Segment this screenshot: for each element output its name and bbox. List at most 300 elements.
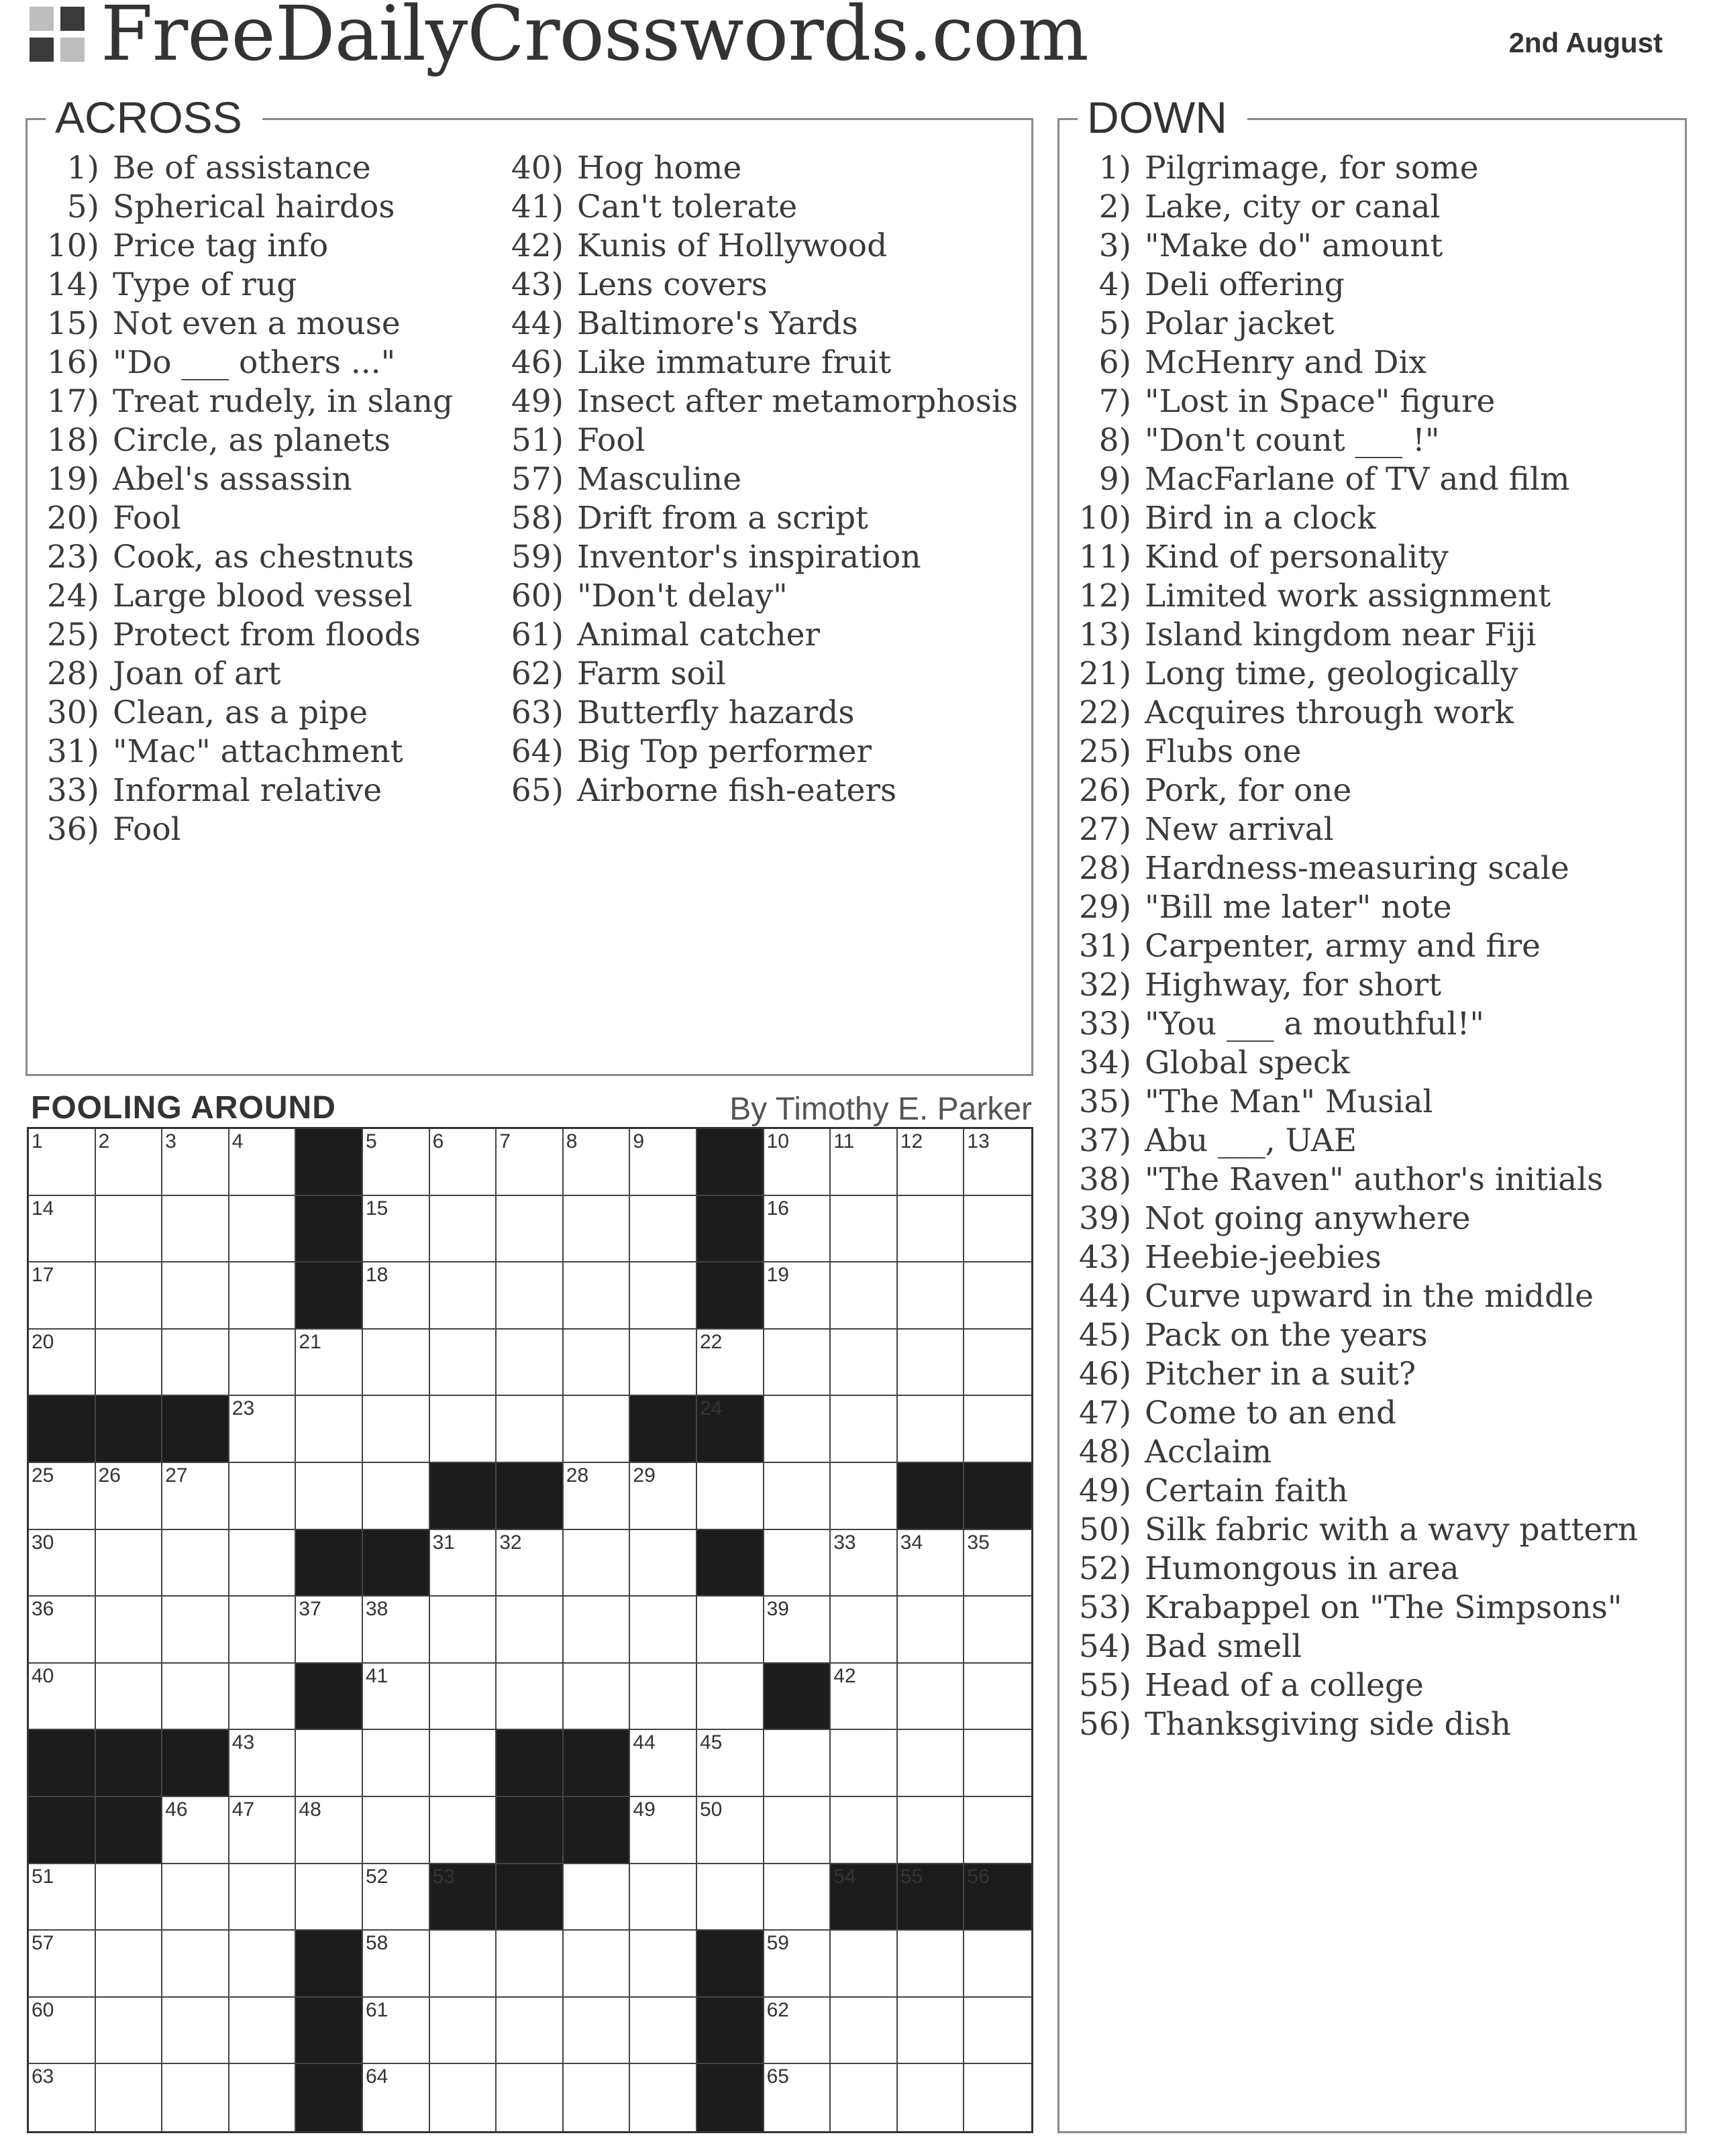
down-clue[interactable] bbox=[1079, 343, 1638, 382]
grid-cell[interactable] bbox=[697, 1797, 764, 1864]
across-clue[interactable] bbox=[32, 771, 453, 810]
grid-cell[interactable] bbox=[898, 1797, 965, 1864]
grid-cell[interactable] bbox=[564, 2064, 631, 2131]
grid-block bbox=[96, 1396, 163, 1463]
clue-number: 23) bbox=[46, 539, 99, 576]
grid-cell[interactable] bbox=[964, 1597, 1031, 1664]
across-clue[interactable] bbox=[510, 266, 1018, 305]
down-clue[interactable] bbox=[1079, 655, 1638, 694]
down-clue[interactable] bbox=[1079, 1044, 1638, 1083]
down-clue[interactable] bbox=[1079, 1588, 1638, 1627]
grid-cell[interactable] bbox=[96, 1196, 163, 1263]
grid-cell[interactable] bbox=[497, 1196, 564, 1263]
clue-number: 27) bbox=[1079, 811, 1132, 848]
down-clue[interactable] bbox=[1079, 227, 1638, 266]
grid-cell[interactable] bbox=[229, 1998, 297, 2065]
clue-number: 28) bbox=[1079, 850, 1132, 887]
grid-cell[interactable] bbox=[229, 1330, 297, 1397]
cell-number: 12 bbox=[900, 1130, 923, 1152]
grid-cell[interactable] bbox=[363, 1463, 430, 1530]
grid-cell[interactable] bbox=[29, 1597, 96, 1664]
grid-cell[interactable] bbox=[162, 1931, 229, 1998]
down-clue[interactable] bbox=[1079, 966, 1638, 1005]
clue-text: Kind of personality bbox=[1145, 539, 1449, 576]
grid-cell[interactable] bbox=[564, 1597, 631, 1664]
across-clue[interactable] bbox=[32, 694, 453, 733]
grid-cell[interactable] bbox=[964, 1530, 1031, 1597]
grid-cell[interactable] bbox=[162, 1262, 229, 1330]
grid-cell[interactable] bbox=[430, 1196, 497, 1263]
grid-cell[interactable] bbox=[898, 2064, 965, 2131]
clue-number: 61) bbox=[511, 616, 564, 653]
down-clue[interactable] bbox=[1079, 1627, 1638, 1666]
down-clue[interactable] bbox=[1079, 1394, 1638, 1433]
grid-cell[interactable] bbox=[898, 1530, 965, 1597]
cell-number: 9 bbox=[633, 1130, 645, 1152]
down-clue[interactable] bbox=[1079, 538, 1638, 577]
grid-cell[interactable] bbox=[363, 1396, 430, 1463]
grid-cell[interactable] bbox=[162, 1797, 229, 1864]
grid-cell[interactable] bbox=[296, 1730, 363, 1797]
grid-cell[interactable] bbox=[630, 1597, 697, 1664]
grid-cell[interactable] bbox=[497, 1664, 564, 1731]
down-clue[interactable] bbox=[1079, 421, 1638, 460]
grid-cell[interactable] bbox=[162, 1129, 229, 1196]
grid-cell[interactable] bbox=[363, 1330, 430, 1397]
down-clue[interactable] bbox=[1079, 849, 1638, 888]
grid-cell[interactable] bbox=[296, 1463, 363, 1530]
down-clue[interactable] bbox=[1079, 733, 1638, 771]
grid-cell[interactable] bbox=[229, 1597, 297, 1664]
grid-cell[interactable] bbox=[497, 1998, 564, 2065]
grid-cell[interactable] bbox=[162, 1330, 229, 1397]
grid-cell[interactable] bbox=[96, 1931, 163, 1998]
across-clue[interactable] bbox=[510, 460, 1018, 499]
down-clue[interactable] bbox=[1079, 1238, 1638, 1277]
grid-cell[interactable] bbox=[964, 1931, 1031, 1998]
down-clue[interactable] bbox=[1079, 460, 1638, 499]
grid-cell[interactable] bbox=[564, 1463, 631, 1530]
clue-number: 64) bbox=[511, 733, 564, 770]
across-clue[interactable] bbox=[32, 655, 453, 694]
grid-cell[interactable] bbox=[29, 2064, 96, 2131]
grid-cell[interactable] bbox=[630, 1129, 697, 1196]
grid-cell[interactable] bbox=[363, 1864, 430, 1931]
grid-cell[interactable] bbox=[430, 1262, 497, 1330]
grid-cell[interactable] bbox=[162, 2064, 229, 2131]
grid-cell[interactable] bbox=[162, 1597, 229, 1664]
grid-cell[interactable] bbox=[29, 1129, 96, 1196]
across-clue[interactable] bbox=[32, 577, 453, 616]
down-clue[interactable] bbox=[1079, 1277, 1638, 1316]
grid-cell[interactable] bbox=[497, 1129, 564, 1196]
grid-cell[interactable] bbox=[430, 2064, 497, 2131]
down-clue[interactable] bbox=[1079, 616, 1638, 655]
grid-cell[interactable] bbox=[697, 1864, 764, 1931]
grid-cell[interactable] bbox=[630, 1463, 697, 1530]
cell-number: 42 bbox=[833, 1664, 856, 1687]
grid-cell[interactable] bbox=[430, 1730, 497, 1797]
grid-cell[interactable] bbox=[229, 1463, 297, 1530]
grid-cell[interactable] bbox=[831, 1530, 898, 1597]
across-clue[interactable] bbox=[32, 188, 453, 227]
across-clue[interactable] bbox=[32, 149, 453, 188]
grid-cell[interactable] bbox=[96, 1330, 163, 1397]
across-clue[interactable] bbox=[510, 149, 1018, 188]
grid-cell[interactable] bbox=[296, 1330, 363, 1397]
grid-cell[interactable] bbox=[964, 1330, 1031, 1397]
grid-cell[interactable] bbox=[964, 2064, 1031, 2131]
grid-cell[interactable] bbox=[96, 1530, 163, 1597]
cell-number: 58 bbox=[365, 1932, 388, 1955]
grid-cell[interactable] bbox=[764, 1196, 831, 1263]
clue-text: Farm soil bbox=[577, 655, 726, 692]
grid-cell[interactable] bbox=[630, 1330, 697, 1397]
across-clue[interactable] bbox=[32, 538, 453, 577]
grid-cell[interactable] bbox=[29, 1931, 96, 1998]
grid-cell[interactable] bbox=[630, 2064, 697, 2131]
grid-cell[interactable] bbox=[430, 1664, 497, 1731]
clue-text: Lens covers bbox=[577, 266, 768, 303]
grid-cell[interactable] bbox=[831, 1330, 898, 1397]
across-clue[interactable] bbox=[32, 305, 453, 343]
grid-cell[interactable] bbox=[831, 1262, 898, 1330]
grid-cell[interactable] bbox=[764, 1530, 831, 1597]
grid-cell[interactable] bbox=[29, 1196, 96, 1263]
grid-cell[interactable] bbox=[764, 1129, 831, 1196]
header bbox=[0, 0, 1711, 87]
grid-cell[interactable] bbox=[564, 1864, 631, 1931]
across-clue[interactable] bbox=[32, 810, 453, 849]
grid-cell[interactable] bbox=[29, 1463, 96, 1530]
grid-cell[interactable] bbox=[831, 1396, 898, 1463]
grid-cell[interactable] bbox=[430, 1797, 497, 1864]
grid-cell[interactable] bbox=[831, 1463, 898, 1530]
down-heading: DOWN bbox=[1078, 95, 1247, 140]
grid-cell[interactable] bbox=[831, 1998, 898, 2065]
grid-cell[interactable] bbox=[96, 1463, 163, 1530]
grid-cell[interactable] bbox=[964, 1196, 1031, 1263]
grid-block bbox=[296, 1129, 363, 1196]
grid-cell[interactable] bbox=[497, 1396, 564, 1463]
grid-cell[interactable] bbox=[363, 1797, 430, 1864]
grid-cell[interactable] bbox=[831, 1931, 898, 1998]
down-clue[interactable] bbox=[1079, 1005, 1638, 1044]
grid-cell[interactable] bbox=[497, 1931, 564, 1998]
grid-cell[interactable] bbox=[898, 1396, 965, 1463]
across-clue[interactable] bbox=[510, 227, 1018, 266]
down-clue[interactable] bbox=[1079, 382, 1638, 421]
down-clue[interactable] bbox=[1079, 188, 1638, 227]
clue-number: 25) bbox=[46, 616, 99, 653]
across-clue[interactable] bbox=[510, 499, 1018, 538]
grid-cell[interactable] bbox=[764, 1396, 831, 1463]
puzzle-author: By Timothy E. Parker bbox=[729, 1091, 1032, 1127]
grid-cell[interactable] bbox=[831, 1730, 898, 1797]
grid-cell[interactable] bbox=[363, 1664, 430, 1731]
grid-cell[interactable] bbox=[697, 1463, 764, 1530]
across-clue[interactable] bbox=[510, 538, 1018, 577]
grid-cell[interactable] bbox=[898, 1664, 965, 1731]
down-clue[interactable] bbox=[1079, 1083, 1638, 1122]
down-clue[interactable] bbox=[1079, 1472, 1638, 1511]
down-clue[interactable] bbox=[1079, 1705, 1638, 1744]
grid-cell[interactable] bbox=[229, 1262, 297, 1330]
grid-cell[interactable] bbox=[564, 1196, 631, 1263]
grid-cell[interactable] bbox=[296, 1396, 363, 1463]
grid-cell[interactable] bbox=[630, 1998, 697, 2065]
clue-number: 33) bbox=[1079, 1006, 1132, 1042]
grid-cell[interactable] bbox=[831, 2064, 898, 2131]
down-clue[interactable] bbox=[1079, 1199, 1638, 1238]
grid-cell[interactable] bbox=[363, 1597, 430, 1664]
down-clue[interactable] bbox=[1079, 1355, 1638, 1394]
down-clue[interactable] bbox=[1079, 1666, 1638, 1705]
clue-text: Thanksgiving side dish bbox=[1145, 1706, 1512, 1743]
grid-cell[interactable] bbox=[229, 1864, 297, 1931]
grid-cell[interactable] bbox=[29, 1864, 96, 1931]
grid-cell[interactable] bbox=[964, 1664, 1031, 1731]
grid-cell[interactable] bbox=[764, 1262, 831, 1330]
grid-cell[interactable] bbox=[96, 1864, 163, 1931]
grid-cell[interactable] bbox=[229, 1730, 297, 1797]
grid-cell[interactable] bbox=[229, 1396, 297, 1463]
grid-cell[interactable] bbox=[229, 1530, 297, 1597]
grid-cell[interactable] bbox=[898, 1330, 965, 1397]
grid-cell[interactable] bbox=[964, 1129, 1031, 1196]
down-clue[interactable] bbox=[1079, 305, 1638, 343]
down-clue[interactable] bbox=[1079, 1433, 1638, 1472]
down-clue[interactable] bbox=[1079, 810, 1638, 849]
grid-cell[interactable] bbox=[764, 1864, 831, 1931]
across-clue[interactable] bbox=[510, 771, 1018, 810]
grid-cell[interactable] bbox=[764, 1463, 831, 1530]
grid-cell[interactable] bbox=[96, 1262, 163, 1330]
grid-cell[interactable] bbox=[162, 1196, 229, 1263]
grid-cell[interactable] bbox=[564, 1129, 631, 1196]
grid-cell[interactable] bbox=[363, 2064, 430, 2131]
grid-cell[interactable] bbox=[764, 2064, 831, 2131]
grid-cell[interactable] bbox=[964, 1998, 1031, 2065]
grid-cell[interactable] bbox=[497, 1530, 564, 1597]
down-clue[interactable] bbox=[1079, 694, 1638, 733]
grid-cell[interactable] bbox=[964, 1730, 1031, 1797]
grid-cell[interactable] bbox=[630, 1797, 697, 1864]
grid-cell[interactable] bbox=[831, 1597, 898, 1664]
site-title[interactable]: FreeDailyCrosswords.com bbox=[101, 0, 1088, 78]
across-heading: ACROSS bbox=[46, 95, 262, 140]
grid-cell[interactable] bbox=[430, 1597, 497, 1664]
grid-cell[interactable] bbox=[898, 1998, 965, 2065]
clue-text: Lake, city or canal bbox=[1145, 188, 1441, 225]
grid-cell[interactable] bbox=[697, 1664, 764, 1731]
clue-number: 25) bbox=[1079, 733, 1132, 770]
clue-number: 33) bbox=[46, 772, 99, 809]
grid-cell[interactable] bbox=[898, 1129, 965, 1196]
down-clue[interactable] bbox=[1079, 499, 1638, 538]
grid-cell[interactable] bbox=[964, 1396, 1031, 1463]
grid-cell[interactable] bbox=[162, 1998, 229, 2065]
grid-cell[interactable] bbox=[430, 1396, 497, 1463]
across-clue[interactable] bbox=[32, 733, 453, 771]
grid-cell[interactable] bbox=[296, 1864, 363, 1931]
down-clue[interactable] bbox=[1079, 266, 1638, 305]
grid-cell[interactable] bbox=[296, 1597, 363, 1664]
down-clue[interactable] bbox=[1079, 1161, 1638, 1199]
down-clue[interactable] bbox=[1079, 771, 1638, 810]
grid-cell[interactable] bbox=[898, 1730, 965, 1797]
clue-text: Animal catcher bbox=[577, 616, 820, 653]
grid-cell[interactable] bbox=[764, 1330, 831, 1397]
grid-cell[interactable] bbox=[497, 1330, 564, 1397]
down-clue[interactable] bbox=[1079, 927, 1638, 966]
across-clue[interactable] bbox=[510, 382, 1018, 421]
across-clue[interactable] bbox=[32, 421, 453, 460]
grid-cell[interactable] bbox=[697, 1597, 764, 1664]
down-clue[interactable] bbox=[1079, 577, 1638, 616]
grid-cell[interactable] bbox=[630, 1664, 697, 1731]
clue-number: 31) bbox=[1079, 928, 1132, 965]
across-clue[interactable] bbox=[32, 382, 453, 421]
grid-cell[interactable] bbox=[630, 1530, 697, 1597]
grid-cell[interactable] bbox=[363, 1998, 430, 2065]
across-clue[interactable] bbox=[32, 499, 453, 538]
grid-cell[interactable] bbox=[764, 1797, 831, 1864]
grid-cell[interactable] bbox=[162, 1664, 229, 1731]
grid-cell[interactable] bbox=[497, 2064, 564, 2131]
grid-cell[interactable] bbox=[363, 1262, 430, 1330]
grid-cell[interactable] bbox=[430, 1129, 497, 1196]
grid-cell[interactable] bbox=[296, 1797, 363, 1864]
crossword-grid[interactable] bbox=[27, 1127, 1033, 2133]
grid-cell[interactable] bbox=[764, 1597, 831, 1664]
grid-cell[interactable] bbox=[898, 1931, 965, 1998]
across-clue[interactable] bbox=[32, 616, 453, 655]
across-clue[interactable] bbox=[510, 733, 1018, 771]
grid-cell[interactable] bbox=[764, 1931, 831, 1998]
grid-cell[interactable] bbox=[564, 1396, 631, 1463]
grid-cell[interactable] bbox=[764, 1730, 831, 1797]
grid-cell[interactable] bbox=[764, 1998, 831, 2065]
grid-cell[interactable] bbox=[564, 1530, 631, 1597]
grid-cell[interactable] bbox=[697, 1730, 764, 1797]
grid-cell[interactable] bbox=[630, 1262, 697, 1330]
down-clue[interactable] bbox=[1079, 888, 1638, 927]
grid-cell[interactable] bbox=[564, 1931, 631, 1998]
cell-number: 30 bbox=[32, 1531, 54, 1554]
grid-cell[interactable] bbox=[831, 1196, 898, 1263]
grid-cell[interactable] bbox=[430, 1998, 497, 2065]
across-clue[interactable] bbox=[32, 266, 453, 305]
down-clue[interactable] bbox=[1079, 149, 1638, 188]
grid-cell[interactable] bbox=[497, 1597, 564, 1664]
grid-cell[interactable] bbox=[229, 1664, 297, 1731]
grid-cell[interactable] bbox=[497, 1262, 564, 1330]
clue-number: 29) bbox=[1079, 889, 1132, 926]
down-clue[interactable] bbox=[1079, 1511, 1638, 1550]
grid-cell[interactable] bbox=[430, 1330, 497, 1397]
grid-cell[interactable] bbox=[96, 1998, 163, 2065]
across-clue[interactable] bbox=[510, 421, 1018, 460]
across-clue[interactable] bbox=[32, 343, 453, 382]
grid-cell[interactable] bbox=[29, 1262, 96, 1330]
grid-cell[interactable] bbox=[96, 1129, 163, 1196]
grid-cell[interactable] bbox=[630, 1864, 697, 1931]
grid-cell[interactable] bbox=[162, 1463, 229, 1530]
down-clue[interactable] bbox=[1079, 1316, 1638, 1355]
grid-cell[interactable] bbox=[964, 1262, 1031, 1330]
cell-number: 11 bbox=[833, 1130, 855, 1152]
grid-cell[interactable] bbox=[29, 1530, 96, 1597]
grid-cell[interactable] bbox=[630, 1931, 697, 1998]
clue-number: 44) bbox=[1079, 1278, 1132, 1315]
grid-cell[interactable] bbox=[229, 1931, 297, 1998]
across-clue[interactable] bbox=[510, 343, 1018, 382]
grid-cell[interactable] bbox=[162, 1864, 229, 1931]
grid-cell[interactable] bbox=[564, 1998, 631, 2065]
grid-cell[interactable] bbox=[162, 1530, 229, 1597]
grid-cell[interactable] bbox=[564, 1330, 631, 1397]
grid-cell[interactable] bbox=[29, 1998, 96, 2065]
grid-cell[interactable] bbox=[363, 1730, 430, 1797]
grid-cell[interactable] bbox=[229, 1196, 297, 1263]
grid-cell[interactable] bbox=[898, 1196, 965, 1263]
grid-cell[interactable] bbox=[363, 1129, 430, 1196]
grid-cell[interactable] bbox=[964, 1797, 1031, 1864]
grid-cell[interactable] bbox=[363, 1196, 430, 1263]
grid-cell[interactable] bbox=[229, 1797, 297, 1864]
grid-block bbox=[29, 1797, 96, 1864]
across-clue[interactable] bbox=[510, 305, 1018, 343]
across-clue[interactable] bbox=[32, 460, 453, 499]
down-clue[interactable] bbox=[1079, 1122, 1638, 1161]
grid-cell[interactable] bbox=[898, 1262, 965, 1330]
grid-cell[interactable] bbox=[430, 1931, 497, 1998]
grid-cell[interactable] bbox=[697, 1330, 764, 1397]
grid-cell[interactable] bbox=[630, 1196, 697, 1263]
across-clue[interactable] bbox=[510, 616, 1018, 655]
grid-cell[interactable] bbox=[630, 1730, 697, 1797]
across-clue[interactable] bbox=[510, 188, 1018, 227]
grid-cell[interactable] bbox=[564, 1262, 631, 1330]
grid-cell[interactable] bbox=[831, 1129, 898, 1196]
grid-block bbox=[29, 1396, 96, 1463]
clue-number: 19) bbox=[46, 461, 99, 498]
across-clue[interactable] bbox=[510, 577, 1018, 616]
across-clues-column-2 bbox=[510, 149, 1018, 810]
grid-cell[interactable] bbox=[831, 1664, 898, 1731]
grid-cell[interactable] bbox=[29, 1664, 96, 1731]
grid-cell[interactable] bbox=[363, 1931, 430, 1998]
across-clue[interactable] bbox=[510, 694, 1018, 733]
grid-block bbox=[630, 1396, 697, 1463]
grid-cell[interactable] bbox=[831, 1797, 898, 1864]
grid-block bbox=[831, 1864, 898, 1931]
grid-cell[interactable] bbox=[229, 2064, 297, 2131]
grid-cell[interactable] bbox=[96, 2064, 163, 2131]
across-clue[interactable] bbox=[32, 227, 453, 266]
grid-cell[interactable] bbox=[898, 1597, 965, 1664]
down-clue[interactable] bbox=[1079, 1550, 1638, 1588]
grid-cell[interactable] bbox=[229, 1129, 297, 1196]
grid-cell[interactable] bbox=[564, 1664, 631, 1731]
clue-text: Heebie-jeebies bbox=[1145, 1239, 1382, 1276]
grid-cell[interactable] bbox=[430, 1530, 497, 1597]
grid-cell[interactable] bbox=[96, 1664, 163, 1731]
grid-cell[interactable] bbox=[96, 1597, 163, 1664]
across-clue[interactable] bbox=[510, 655, 1018, 694]
grid-cell[interactable] bbox=[29, 1330, 96, 1397]
